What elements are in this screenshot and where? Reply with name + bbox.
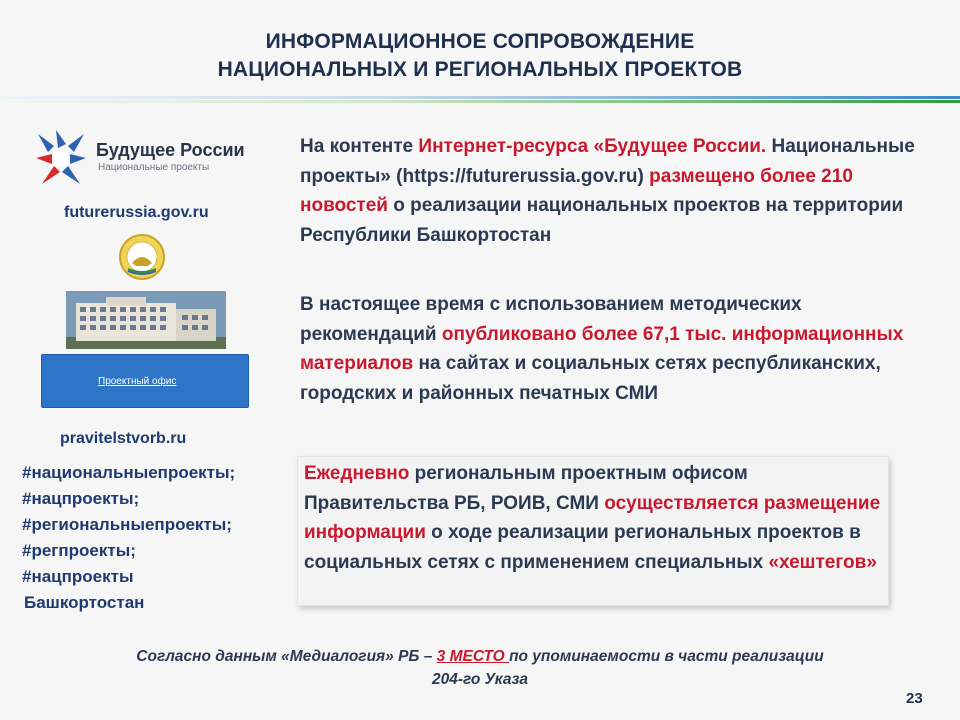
bashkortostan-emblem-icon: [118, 233, 166, 281]
p3-highlight-hashtags: «хештегов»: [768, 551, 877, 573]
logo-subtitle: Национальные проекты: [98, 162, 210, 173]
p1-text: о реализации национальных проектов на территории Республики Башкортостан: [300, 195, 904, 246]
p3-highlight-daily: Ежедневно: [304, 463, 410, 484]
footer-medialogy: [0, 648, 960, 666]
paragraph-futurerussia: [300, 132, 940, 250]
p3-text: региональным проектным офисом Правительства РБ, РОИВ, СМИ: [304, 463, 748, 514]
p2-text: на сайтах и социальных сетях республиканских, городских и районных печатных СМИ: [300, 353, 881, 404]
paragraph-daily-posting: [304, 459, 884, 577]
p3-text: о ходе реализации региональных проектов в социальных сетях с применением специальных: [304, 522, 861, 573]
slide-title-line2: НАЦИОНАЛЬНЫХ И РЕГИОНАЛЬНЫХ ПРОЕКТОВ: [217, 58, 743, 81]
slide-header: [0, 0, 960, 102]
logo-title: Будущее России: [96, 140, 245, 160]
hashtag-item: #региональныепроекты;: [22, 515, 232, 534]
hashtag-item: Башкортостан: [24, 593, 145, 612]
futurerussia-link[interactable]: futurerussia.gov.ru: [64, 204, 209, 221]
header-divider: [0, 96, 960, 108]
footer-suffix: по упоминаемости в части реализации: [509, 648, 824, 665]
future-russia-logo: [32, 128, 262, 188]
footer-prefix: Согласно данным «Медиалогия» РБ –: [136, 648, 437, 665]
p3-highlight-posting: осуществляется размещение информации: [304, 492, 881, 543]
hashtag-list: [22, 460, 292, 616]
p1-text: На контенте: [300, 136, 419, 157]
pravitelstvorb-link[interactable]: pravitelstvorb.ru: [60, 430, 187, 447]
future-russia-logo-icon: [32, 128, 90, 188]
project-office-banner[interactable]: [41, 354, 249, 408]
divider-stripe-blue: [0, 96, 960, 99]
government-building-image: [66, 291, 226, 349]
hashtag-item: #нацпроекты;: [22, 489, 140, 508]
hashtag-item: #регпроекты;: [22, 541, 136, 560]
footer-line2: 204-го Указа: [432, 671, 528, 688]
p1-text: Национальные проекты» (https://futurerussia.gov.ru): [300, 136, 915, 187]
p2-text: В настоящее время с использованием методических рекомендаций: [300, 294, 802, 345]
footer-place: 3 МЕСТО: [436, 648, 510, 665]
p2-highlight-count: опубликовано более 67,1 тыс. информационных материалов: [300, 323, 904, 374]
project-office-link[interactable]: Проектный офис: [98, 376, 177, 387]
divider-stripe-green: [0, 100, 960, 103]
hashtag-item: #нацпроекты: [22, 567, 134, 586]
hashtag-item: #национальныепроекты;: [22, 463, 236, 482]
paragraph-publications: [300, 290, 940, 408]
government-building-icon: [66, 291, 226, 349]
page-number: 23: [906, 690, 923, 707]
slide-title-line1: ИНФОРМАЦИОННОЕ СОПРОВОЖДЕНИЕ: [265, 30, 695, 53]
p1-highlight-news: размещено более 210 новостей: [300, 165, 853, 216]
p1-highlight-resource: Интернет-ресурса «Будущее России.: [418, 136, 767, 157]
